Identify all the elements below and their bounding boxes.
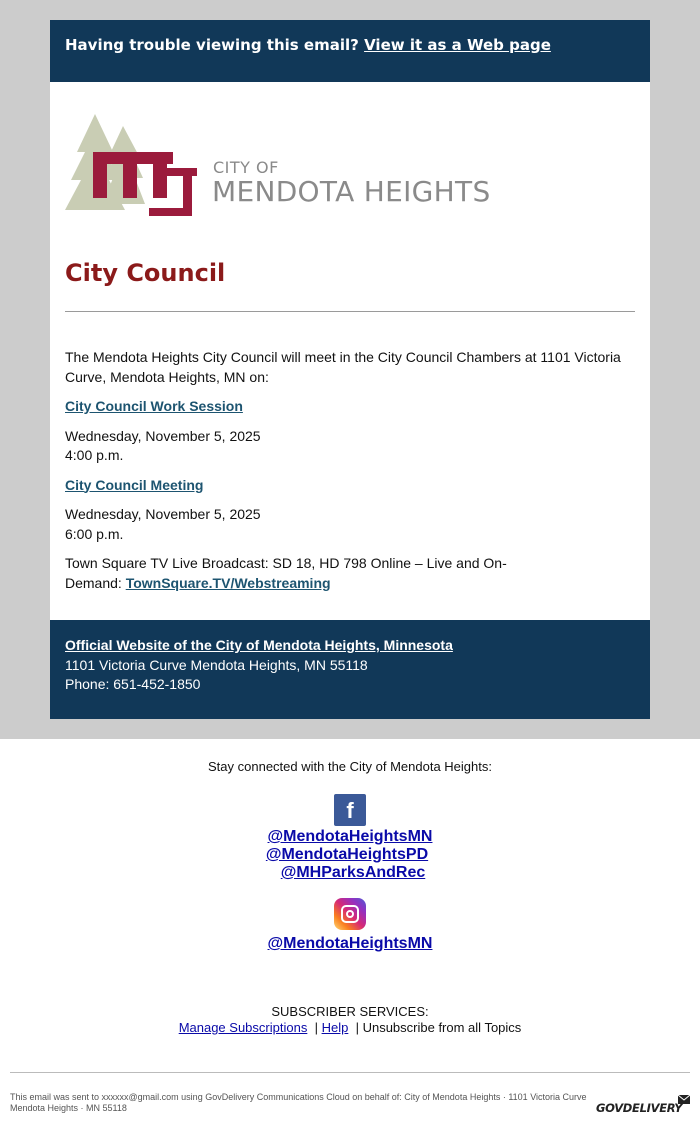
facebook-handle-mhparksandrec[interactable]: @MHParksAndRec bbox=[280, 864, 426, 881]
divider bbox=[65, 311, 635, 312]
work-session-link[interactable]: City Council Work Session bbox=[65, 398, 243, 414]
footer-phone: Phone: 651-452-1850 bbox=[65, 676, 201, 692]
manage-subscriptions-link[interactable]: Manage Subscriptions bbox=[178, 1020, 308, 1035]
facebook-handle-mendotaheightsmn[interactable]: @MendotaHeightsMN bbox=[267, 828, 433, 845]
footer-address: 1101 Victoria Curve Mendota Heights, MN 55118 bbox=[65, 656, 368, 673]
official-website-link[interactable]: Official Website of the City of Mendota Heights, Minnesota bbox=[65, 637, 453, 653]
bottom-divider bbox=[10, 1072, 690, 1073]
view-web-page-link[interactable]: View it as a Web page bbox=[364, 36, 551, 54]
govdelivery-brand: GOVDELIVERY bbox=[596, 1101, 683, 1115]
page-title: City Council bbox=[65, 259, 226, 287]
logo-city-name: MENDOTA HEIGHTS bbox=[212, 175, 491, 208]
social-heading: Stay connected with the City of Mendota Heights: bbox=[208, 759, 492, 774]
instagram-lens bbox=[346, 910, 354, 918]
subscriber-services bbox=[0, 1004, 700, 1036]
work-session-date: Wednesday, November 5, 2025 bbox=[65, 427, 261, 444]
social-section bbox=[0, 759, 700, 953]
help-link[interactable]: Help bbox=[321, 1020, 349, 1035]
facebook-icon[interactable]: f bbox=[334, 794, 366, 826]
facebook-handle-mendotaheightspd[interactable]: @MendotaHeightsPD bbox=[265, 846, 429, 863]
separator: | bbox=[314, 1020, 318, 1035]
webstreaming-link[interactable]: TownSquare.TV/Webstreaming bbox=[125, 574, 331, 591]
disclaimer-text: This email was sent to xxxxxx@gmail.com using GovDelivery Communications Cloud on behalf of: City of Mendota Heights · 1101 Victoria Curve Mendota Heights · MN 55118 bbox=[10, 1092, 587, 1113]
council-meeting-time: 6:00 p.m. bbox=[65, 525, 124, 542]
unsubscribe-all-link[interactable]: Unsubscribe from all Topics bbox=[362, 1020, 522, 1035]
intro-text: The Mendota Heights City Council will meet in the City Council Chambers at 1101 Victoria Curve, Mendota Heights, MN on: bbox=[65, 349, 621, 385]
council-meeting-link[interactable]: City Council Meeting bbox=[65, 476, 204, 493]
subscriber-heading: SUBSCRIBER SERVICES: bbox=[271, 1004, 429, 1019]
instagram-icon[interactable] bbox=[334, 898, 366, 930]
broadcast-line-1: Town Square TV Live Broadcast: SD 18, HD 798 Online – Live and On- bbox=[65, 555, 507, 571]
broadcast-line-2: Demand: bbox=[65, 574, 122, 591]
email-footer bbox=[50, 620, 650, 719]
city-logo bbox=[65, 112, 505, 222]
logo-city-of: CITY OF bbox=[213, 158, 279, 177]
email-body bbox=[50, 82, 650, 620]
view-online-bar bbox=[50, 20, 650, 82]
council-meeting-date: Wednesday, November 5, 2025 bbox=[65, 506, 261, 522]
instagram-handle-mendotaheightsmn[interactable]: @MendotaHeightsMN bbox=[267, 935, 433, 952]
meeting-content bbox=[65, 348, 635, 593]
email-card bbox=[50, 20, 650, 719]
separator: | bbox=[355, 1020, 359, 1035]
work-session-time: 4:00 p.m. bbox=[65, 447, 124, 463]
mh-logo-icon bbox=[65, 112, 205, 222]
govdelivery-logo bbox=[596, 1095, 692, 1119]
trouble-text: Having trouble viewing this email? bbox=[65, 36, 359, 54]
